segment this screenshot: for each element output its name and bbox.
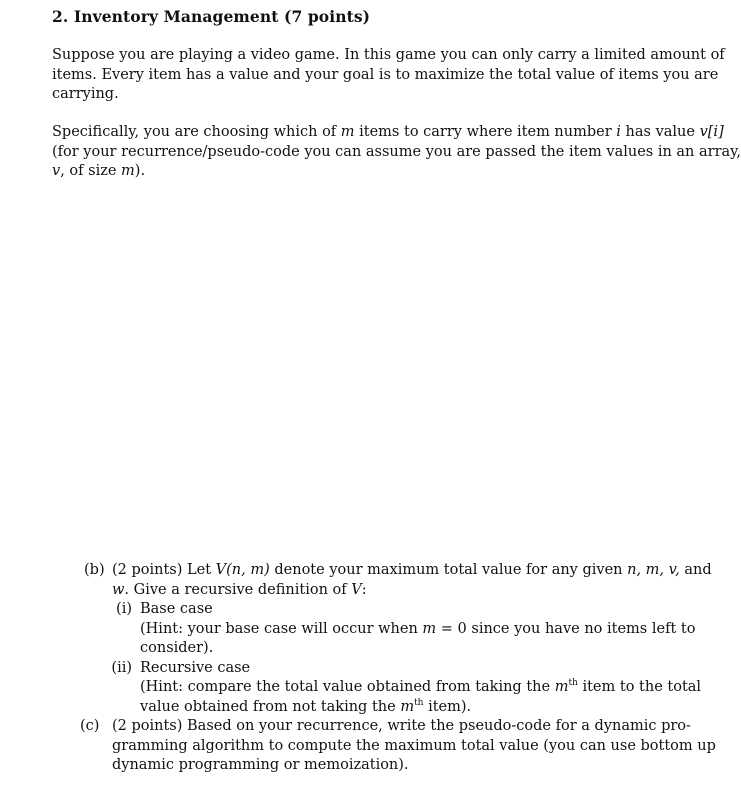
- part-b: [78, 561, 712, 717]
- text-line: w. Give a recursive definition of V:: [112, 581, 367, 598]
- text-line: carrying.: [52, 86, 119, 103]
- text-line: items. Every item has a value and your goal is to maximize the total value of items you are: [52, 66, 719, 83]
- text-line: (Hint: your base case will occur when m = 0 since you have no items left to: [140, 620, 696, 637]
- sub-part-label: (ii): [111, 659, 132, 676]
- question-title: Inventory Management (7 points): [73, 7, 371, 26]
- part-label: (c): [80, 718, 100, 734]
- text-line: Specifically, you are choosing which of m items to carry where item number i has value v[i]: [52, 124, 724, 140]
- intro-paragraph-1: [52, 46, 725, 105]
- sub-part-ii: [106, 659, 702, 718]
- text-line: value obtained from not taking the $m^{th}$ item).: [140, 697, 472, 715]
- sub-part-label: (i): [116, 601, 132, 617]
- text-line: dynamic programming or memoization).: [112, 757, 409, 773]
- sub-part-i: [106, 600, 696, 659]
- text-line: v, of size m).: [52, 163, 146, 180]
- text-line: (Hint: compare the total value obtained from taking the $m^{th}$ item to the total: [140, 678, 702, 695]
- question-number: 2.: [52, 7, 69, 26]
- hint-text: [140, 620, 696, 659]
- part-c: [78, 717, 716, 776]
- text-line: (2 points) Based on your recurrence, write the pseudo-code for a dynamic pro-: [112, 718, 691, 734]
- text-line: consider).: [140, 640, 214, 656]
- question-parts: [78, 561, 716, 776]
- sub-part-title: Recursive case: [140, 659, 251, 676]
- part-label: (b): [84, 562, 105, 578]
- text-line: (2 points) Let V(n, m) denote your maximum total value for any given n, m, v, and: [112, 562, 712, 578]
- hint-text: [140, 678, 702, 717]
- text-line: gramming algorithm to compute the maximum total value (you can use bottom up: [112, 737, 716, 754]
- text-line: Suppose you are playing a video game. In this game you can only carry a limited amount of: [52, 47, 725, 63]
- question-heading: [52, 7, 370, 26]
- text-line: (for your recurrence/pseudo-code you can assume you are passed the item values in an array,: [52, 143, 741, 160]
- intro-paragraph-2: [52, 123, 741, 182]
- sub-part-title: Base case: [140, 601, 213, 617]
